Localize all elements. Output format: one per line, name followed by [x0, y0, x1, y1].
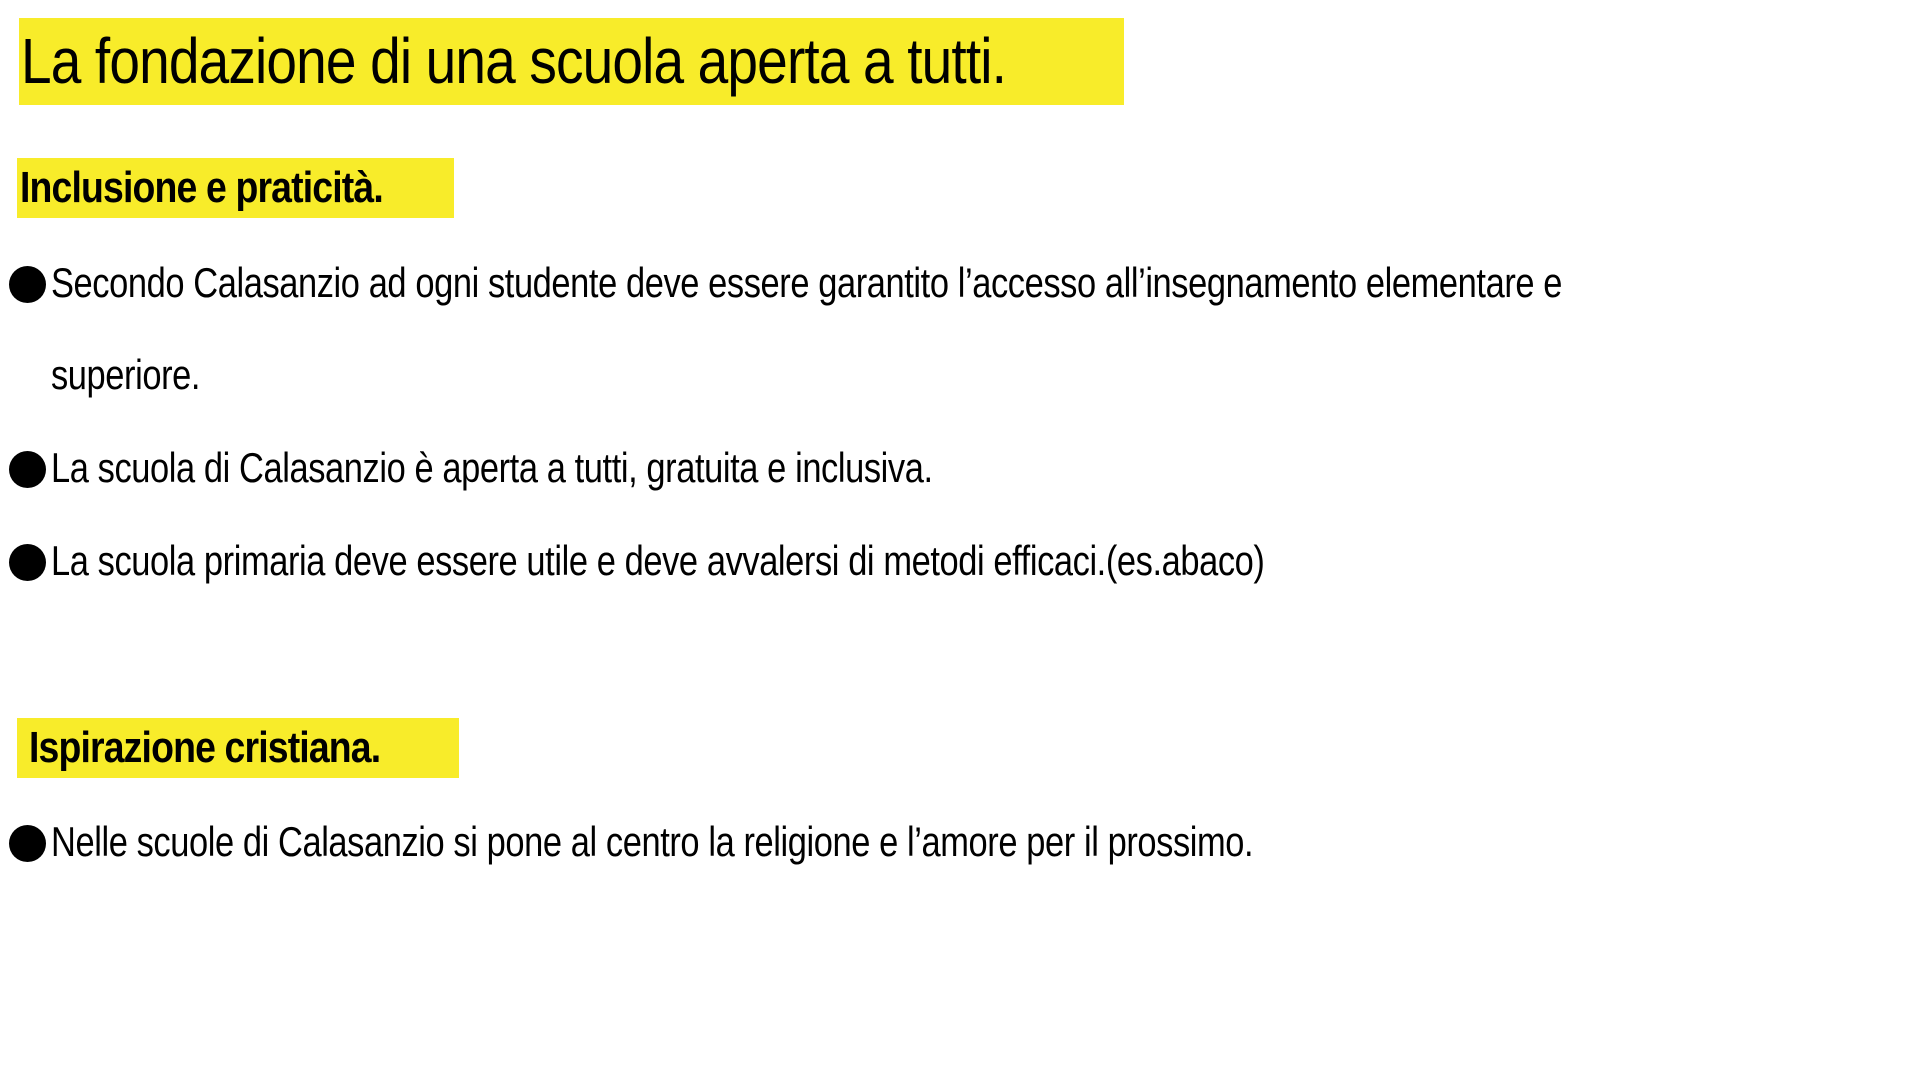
list-item-text: La scuola primaria deve essere utile e deve avvalersi di metodi efficaci.(es.abaco) — [51, 537, 1265, 584]
page-title-text: La fondazione di una scuola aperta a tutti. — [21, 25, 1007, 97]
list-item-text: Secondo Calasanzio ad ogni studente deve essere garantito l’accesso all’insegnamento elementare e — [51, 259, 1563, 306]
list-item-text: superiore. — [51, 351, 201, 398]
list-item-text: La scuola di Calasanzio è aperta a tutti, gratuita e inclusiva. — [51, 444, 933, 491]
page-title — [19, 18, 1124, 105]
bullet-icon — [9, 451, 46, 488]
list-item-continuation — [51, 345, 233, 405]
section-heading-ispirazione — [17, 718, 459, 778]
list-item-text: Nelle scuole di Calasanzio si pone al centro la religione e l’amore per il prossimo. — [51, 818, 1254, 865]
bullet-icon — [9, 825, 46, 862]
section-heading-inclusione — [17, 158, 454, 218]
bullet-icon — [9, 266, 46, 303]
section-heading-text: Inclusione e praticità. — [20, 163, 383, 212]
bullet-icon — [9, 544, 46, 581]
section-heading-text: Ispirazione cristiana. — [29, 723, 381, 772]
